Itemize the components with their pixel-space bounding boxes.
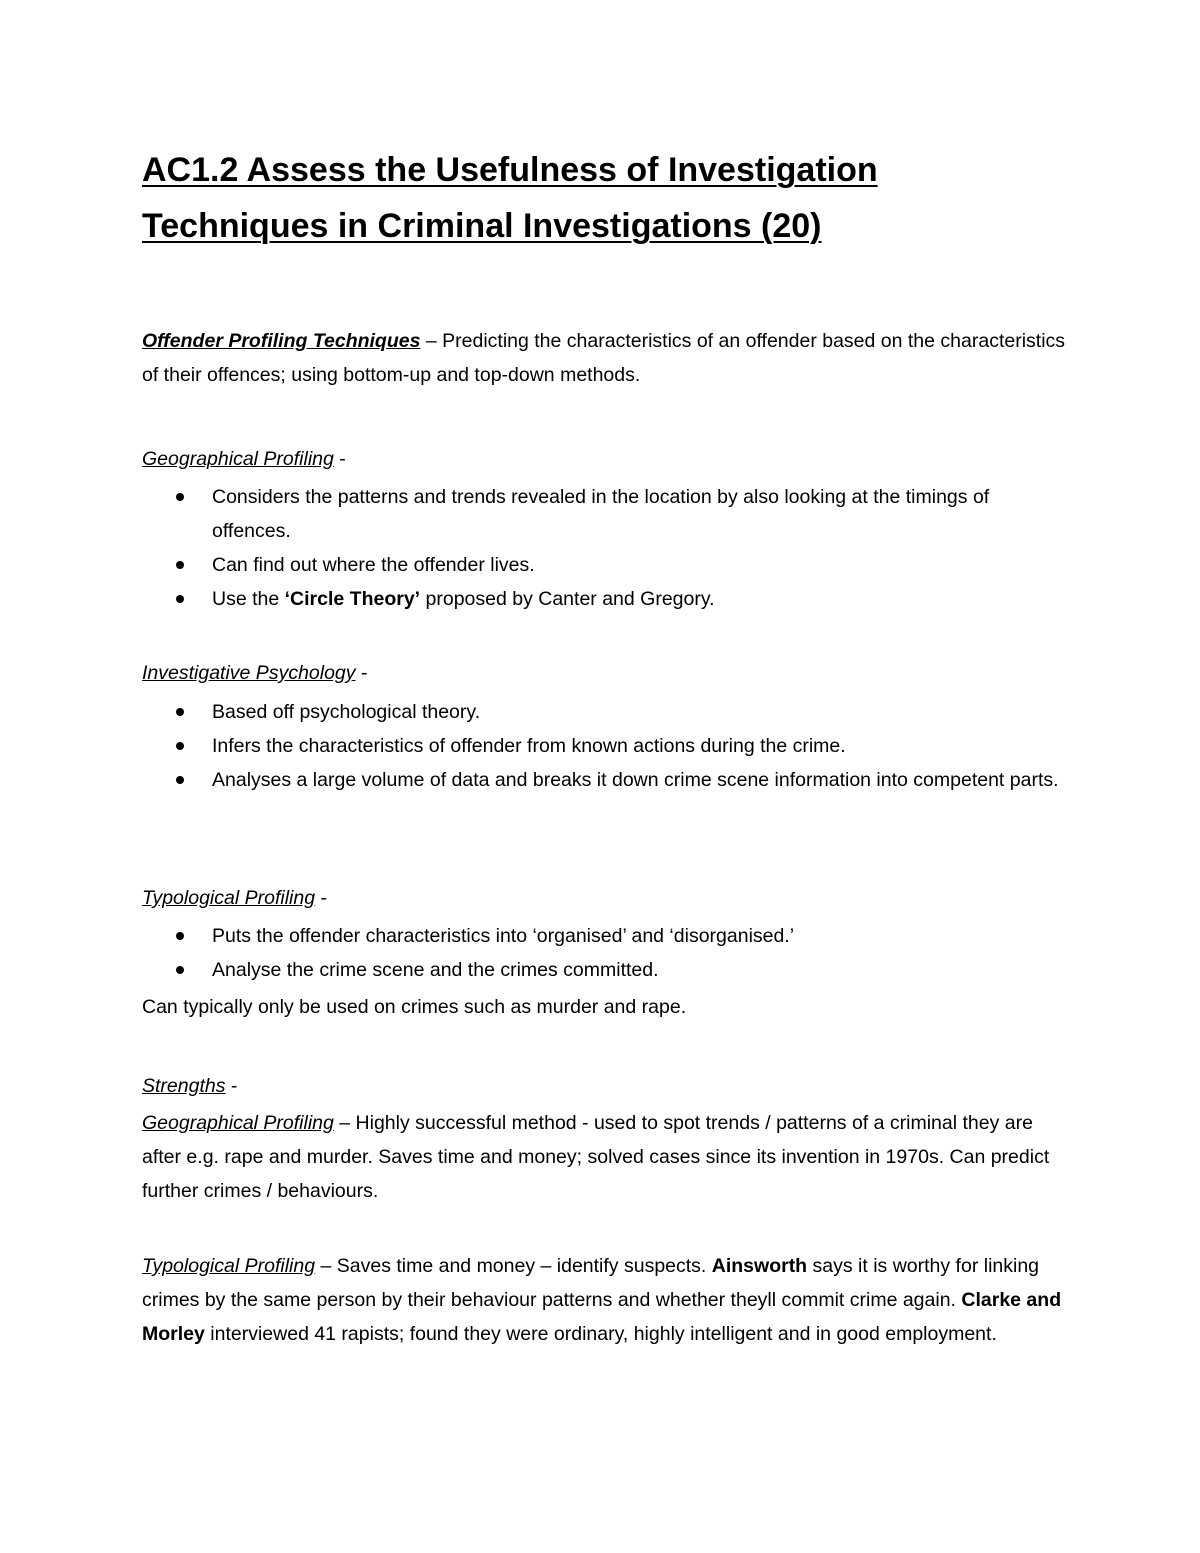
intro-heading: Offender Profiling Techniques [142,330,421,352]
list-item [142,919,1067,953]
list-item-text: Infers the characteristics of offender from known actions during the crime. [212,735,846,757]
investigative-heading: Investigative Psychology [142,662,356,684]
strengths-geo-heading: Geographical Profiling [142,1112,334,1134]
geographical-heading-line [142,442,1067,476]
list-item [142,582,1067,616]
typological-note: Can typically only be used on crimes such as murder and rape. [142,996,687,1018]
list-item-text: Puts the offender characteristics into ‘organised’ and ‘disorganised.’ [212,925,795,947]
strengths-typ-text-2: says it is worthy for linking crimes by the same person by their behaviour patterns and whether theyll commit crime again. [142,1255,1040,1311]
intro-text: – Predicting the characteristics of an offender based on the characteristics of their offences; using bottom-up and top-down methods. [142,330,1066,386]
list-item-text: Based off psychological theory. [212,701,481,723]
ainsworth-name: Ainsworth [711,1255,808,1277]
strengths-geo-text: – Highly successful method - used to spot trends / patterns of a criminal they are after e.g. rape and murder. Saves time and money; solved cases since its invention in 1970s. Can predict further crimes / behaviours. [142,1112,1050,1202]
investigative-heading-line [142,656,1067,690]
list-item-text: Analyse the crime scene and the crimes committed. [212,959,659,981]
geographical-suffix: - [333,448,346,470]
bullet-icon [176,595,184,603]
bullet-icon [176,708,184,716]
circle-before: Use the [212,588,285,610]
list-item [142,763,1067,797]
strengths-typ-heading: Typological Profiling [142,1255,316,1277]
circle-theory-term: ‘Circle Theory’ [284,588,421,610]
geographical-bullet-list [142,480,1067,616]
list-item-text: Considers the patterns and trends revealed in the location by also looking at the timings of offences. [212,486,990,542]
typological-suffix: - [315,887,327,909]
clarke-morley-names: Clarke and Morley [142,1289,1062,1345]
list-item [142,548,1067,582]
list-item [142,729,1067,763]
strengths-heading: Strengths [142,1075,226,1097]
bullet-icon [176,966,184,974]
strengths-geographical-paragraph [142,1106,1067,1208]
investigative-suffix: - [355,662,368,684]
circle-after: proposed by Canter and Gregory. [420,588,715,610]
typological-bullet-list [142,919,1067,987]
typological-heading-line [142,881,1067,915]
bullet-icon [176,742,184,750]
geographical-heading: Geographical Profiling [142,448,334,470]
list-item-text: Can find out where the offender lives. [212,554,535,576]
strengths-suffix: - [225,1075,238,1097]
strengths-typ-text-1: – Saves time and money – identify suspects. [315,1255,712,1277]
list-item-text: Analyses a large volume of data and breaks it down crime scene information into competent parts. [212,769,1059,791]
strengths-typological-paragraph [142,1249,1067,1351]
list-item [142,695,1067,729]
bullet-icon [176,932,184,940]
document-title: AC1.2 Assess the Usefulness of Investigation Techniques in Criminal Investigations (20) [142,151,878,245]
intro-paragraph [142,324,1067,392]
list-item [142,480,1067,548]
typological-heading: Typological Profiling [142,887,316,909]
strengths-typ-text-3: interviewed 41 rapists; found they were ordinary, highly intelligent and in good employment. [204,1323,997,1345]
bullet-icon [176,776,184,784]
list-item [142,953,1067,987]
strengths-heading-line [142,1069,1067,1103]
bullet-icon [176,493,184,501]
bullet-icon [176,561,184,569]
investigative-bullet-list [142,695,1067,797]
